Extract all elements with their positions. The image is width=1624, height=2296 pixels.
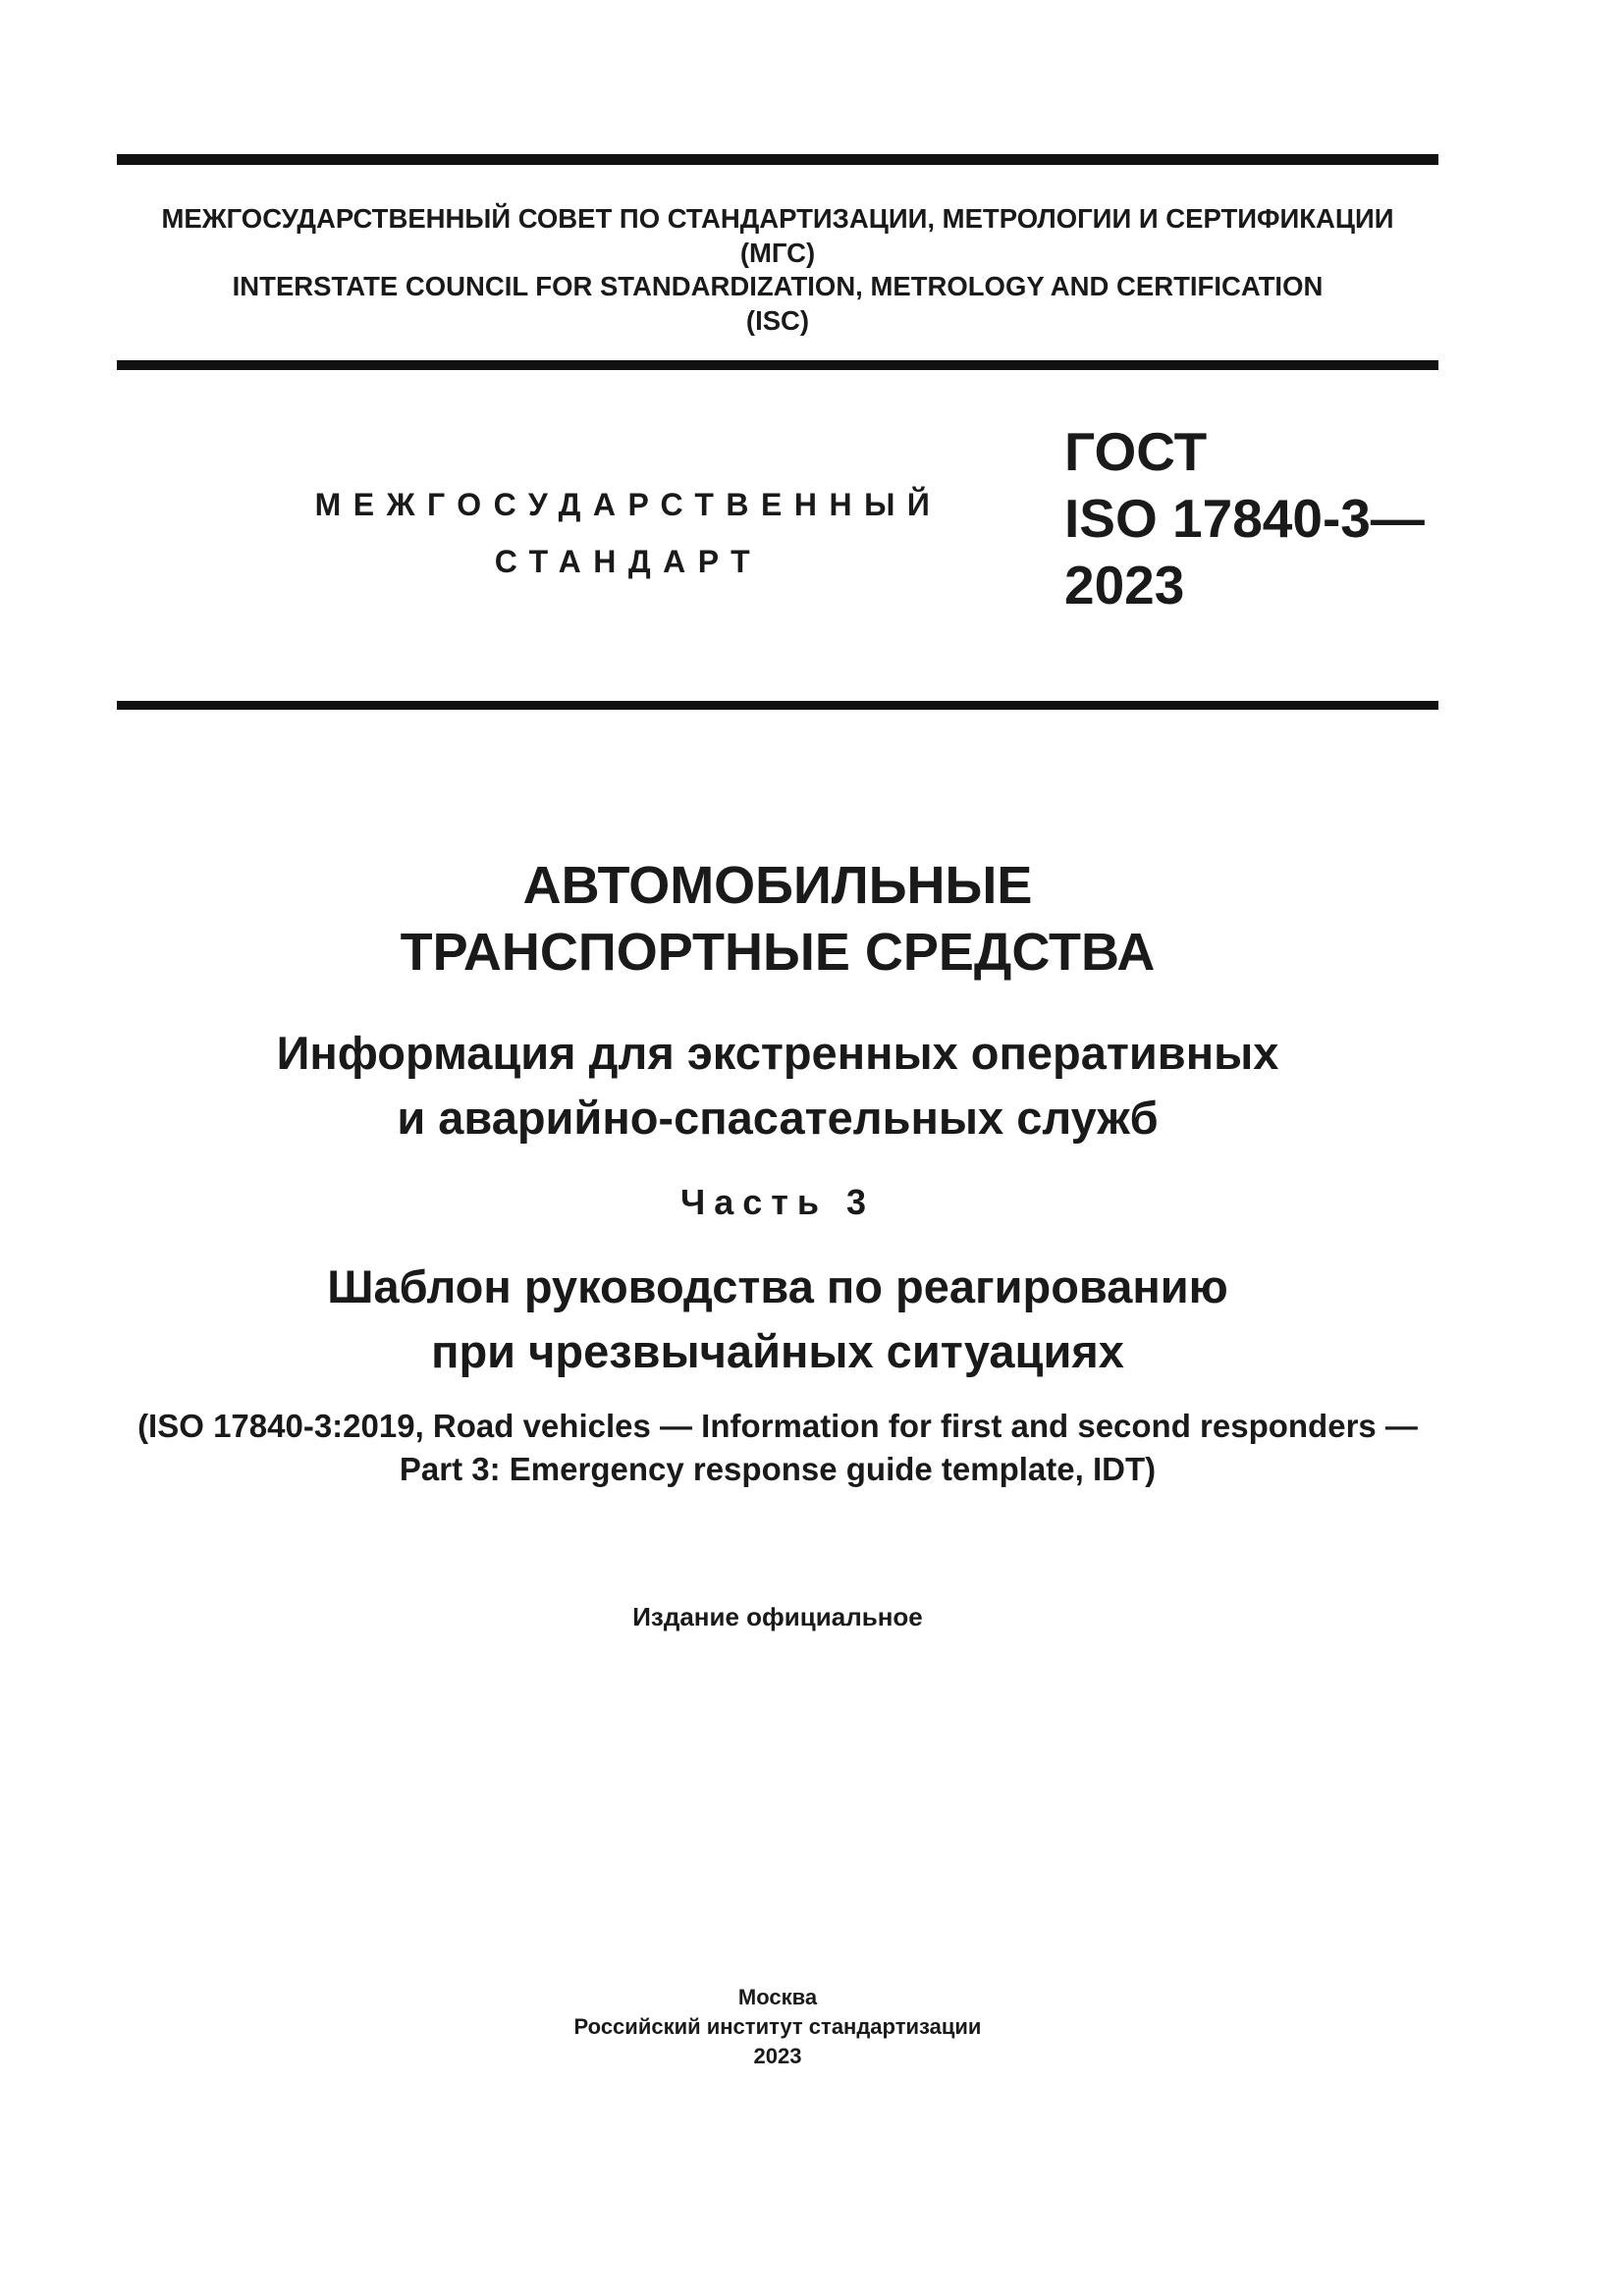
- iso-reference: [117, 1405, 1438, 1491]
- council-header: [117, 202, 1438, 338]
- edition-text: Издание официальное: [632, 1602, 923, 1631]
- council-abbr-en: (ISC): [745, 304, 810, 336]
- main-title: [117, 852, 1438, 986]
- council-name-en: INTERSTATE COUNCIL FOR STANDARDIZATION, METROLOGY AND CERTIFICATION: [232, 271, 1324, 301]
- part-title: [117, 1255, 1438, 1384]
- part-label: [117, 1178, 1438, 1227]
- middle-rule: [117, 360, 1438, 370]
- edition-note: [117, 1600, 1438, 1633]
- imprint-year: 2023: [753, 2044, 802, 2068]
- part-label-text: Часть 3: [679, 1182, 876, 1222]
- main-title-line1: АВТОМОБИЛЬНЫЕ: [522, 856, 1033, 915]
- part-title-line2: при чрезвычайных ситуациях: [431, 1325, 1124, 1377]
- standard-number-line1: ГОСТ: [1064, 421, 1208, 482]
- subtitle: [117, 1021, 1438, 1150]
- imprint-publisher: Российский институт стандартизации: [573, 2014, 982, 2039]
- standard-number-line3: 2023: [1064, 555, 1185, 615]
- subtitle-line2: и аварийно-спасательных служб: [397, 1092, 1159, 1144]
- top-rule: [117, 154, 1438, 165]
- standard-kind-line1: МЕЖГОСУДАРСТВЕННЫЙ: [314, 487, 943, 522]
- iso-reference-line2: Part 3: Emergency response guide template, IDT): [399, 1451, 1157, 1487]
- main-title-line2: ТРАНСПОРТНЫЕ СРЕДСТВА: [400, 923, 1156, 982]
- bottom-rule: [117, 701, 1438, 710]
- standard-kind: [295, 476, 962, 590]
- standard-number: [1064, 418, 1425, 618]
- standard-kind-line2: СТАНДАРТ: [494, 544, 763, 579]
- subtitle-line1: Информация для экстренных оперативных: [276, 1027, 1279, 1079]
- imprint-city: Москва: [737, 1985, 818, 2009]
- council-name-ru: МЕЖГОСУДАРСТВЕННЫЙ СОВЕТ ПО СТАНДАРТИЗАЦИИ, МЕТРОЛОГИИ И СЕРТИФИКАЦИИ: [161, 203, 1394, 234]
- part-title-line1: Шаблон руководства по реагированию: [327, 1260, 1228, 1312]
- council-abbr-ru: (МГС): [739, 237, 816, 268]
- standard-number-line2: ISO 17840-3—: [1064, 488, 1425, 549]
- iso-reference-line1: (ISO 17840-3:2019, Road vehicles — Information for first and second responders —: [137, 1408, 1418, 1444]
- imprint: [117, 1983, 1438, 2071]
